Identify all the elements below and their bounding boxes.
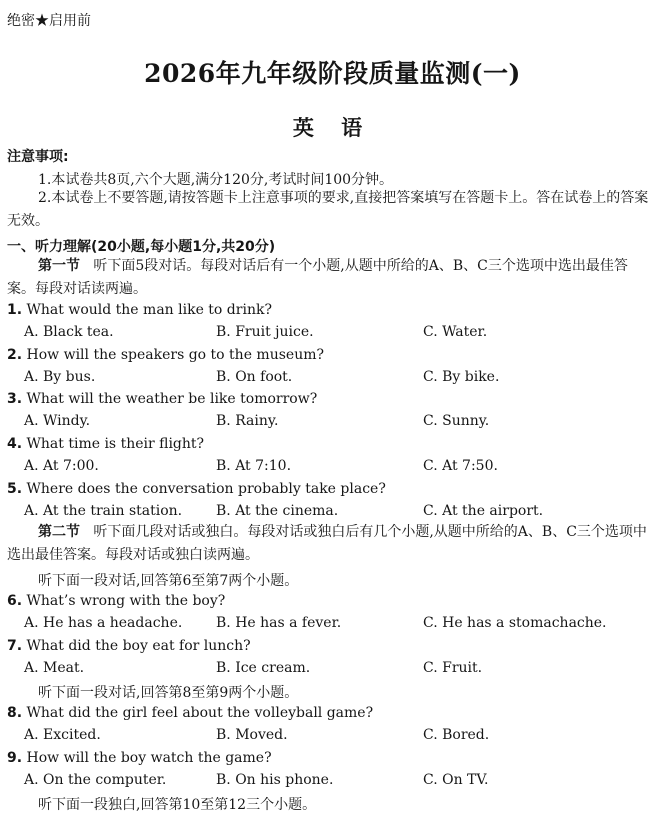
option-c: C. At the airport. [423,503,544,519]
option-a: A. On the computer. [24,772,167,788]
option-b: B. Ice cream. [216,660,311,676]
option-b: B. He has a fever. [216,615,342,631]
question-2 [7,347,324,363]
subject-title: 英 语 [292,115,373,140]
question-number: 3. [7,391,23,407]
part1-heading: 一、听力理解(20小题,每小题1分,共20分) [7,239,276,255]
question-number: 2. [7,347,23,363]
option-a: A. Windy. [24,413,91,429]
question-1 [7,302,272,318]
intro-q10-12: 听下面一段独白,回答第10至第12三个小题。 [38,797,317,813]
question-text: What did the girl feel about the volleyball game? [26,705,374,721]
question-number: 7. [7,638,23,654]
question-text: What time is their flight? [26,436,205,452]
question-text: What would the man like to drink? [26,302,272,318]
section1-label: 第一节 [38,258,80,274]
option-b: B. On his phone. [216,772,334,788]
notice-item-2: 2.本试卷上不要答题,请按答题卡上注意事项的要求,直接把答案填写在答题卡上。答在试卷上的答案无效。 [7,190,649,229]
option-c: C. Water. [423,324,488,340]
notice-item-1: 1.本试卷共8页,六个大题,满分120分,考试时间100分钟。 [38,172,394,188]
option-c: C. Sunny. [423,413,490,429]
option-b: B. At 7:10. [216,458,292,474]
option-a: A. At the train station. [24,503,183,519]
option-a: A. Black tea. [24,324,114,340]
question-text: What did the boy eat for lunch? [26,638,251,654]
question-number: 4. [7,436,23,452]
section2-instruction [7,521,655,567]
option-b: B. Rainy. [216,413,279,429]
option-a: A. He has a headache. [24,615,183,631]
option-a: A. Meat. [24,660,85,676]
page-title: 2026年九年级阶段质量监测(一) [144,59,521,88]
secret-label: 绝密★启用前 [7,13,91,29]
section1-text: 听下面5段对话。每段对话后有一个小题,从题中所给的A、B、C三个选项中选出最佳答案。每段对话读两遍。 [7,258,628,297]
intro-q8-9: 听下面一段对话,回答第8至第9两个小题。 [38,685,299,701]
question-text: What’s wrong with the boy? [26,593,226,609]
option-a: A. Excited. [24,727,101,743]
option-c: C. On TV. [423,772,489,788]
question-text: How will the speakers go to the museum? [26,347,324,363]
question-text: How will the boy watch the game? [26,750,272,766]
question-number: 1. [7,302,23,318]
question-number: 9. [7,750,23,766]
option-a: A. By bus. [24,369,96,385]
option-c: C. He has a stomachache. [423,615,607,631]
question-number: 6. [7,593,23,609]
question-number: 8. [7,705,23,721]
option-b: B. Moved. [216,727,288,743]
question-text: What will the weather be like tomorrow? [26,391,318,407]
option-a: A. At 7:00. [24,458,99,474]
option-c: C. Bored. [423,727,490,743]
option-b: B. Fruit juice. [216,324,314,340]
option-c: C. By bike. [423,369,500,385]
question-number: 5. [7,481,23,497]
option-c: C. At 7:50. [423,458,498,474]
question-text: Where does the conversation probably take place? [26,481,386,497]
option-b: B. At the cinema. [216,503,339,519]
option-c: C. Fruit. [423,660,483,676]
intro-q6-7: 听下面一段对话,回答第6至第7两个小题。 [38,573,299,589]
section2-text: 听下面几段对话或独白。每段对话或独白后有几个小题,从题中所给的A、B、C三个选项中选出最佳答案。每段对话或独白读两遍。 [7,524,647,563]
question-7 [7,638,251,654]
notice-heading: 注意事项: [7,149,69,165]
question-8 [7,705,373,721]
section2-label: 第二节 [38,524,80,540]
option-b: B. On foot. [216,369,293,385]
question-9 [7,750,272,766]
question-4 [7,436,204,452]
section1-instruction [7,255,647,301]
question-6 [7,593,225,609]
question-5 [7,481,386,497]
question-3 [7,391,317,407]
